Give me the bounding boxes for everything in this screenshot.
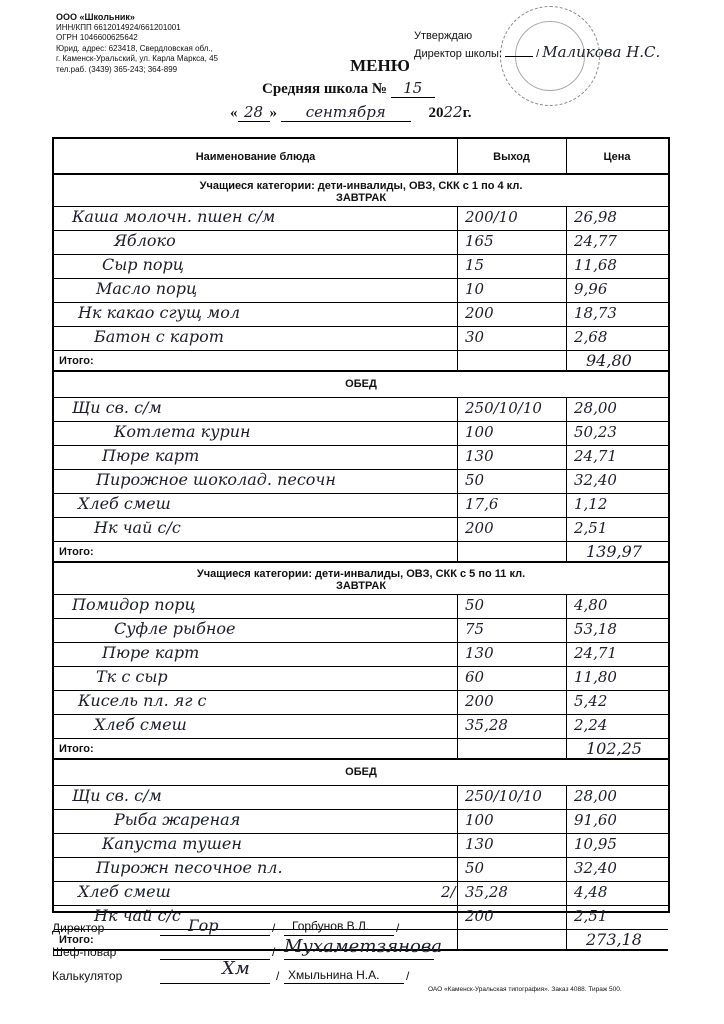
date-year-suffix: 22 [443,103,463,121]
dish-price: 28,00 [574,399,617,417]
dish-name: Пирожное шоколад. песочн [96,470,336,489]
dish-price: 24,71 [574,644,617,662]
dish-price: 18,73 [574,304,617,322]
dish-output: 100 [465,423,494,441]
calculator-signature: Хм [222,958,250,979]
dish-output: 200 [465,907,494,925]
column-header-name: Наименование блюда [195,151,316,163]
dish-output: 100 [465,811,494,829]
dish-price: 26,98 [574,208,617,226]
dish-price: 11,68 [574,256,617,274]
dish-price: 4,48 [574,883,608,901]
dish-price: 50,23 [574,423,617,441]
dish-output: 30 [465,328,485,346]
dish-price: 2,51 [574,519,608,537]
dish-name: Тк с сыр [96,667,168,686]
dish-name: Сыр порц [102,255,184,274]
approve-label: Утверждаю [414,30,473,42]
dish-price: 32,40 [574,471,617,489]
dish-price: 2,24 [574,716,608,734]
dish-output: 130 [465,447,494,465]
org-phone: тел.раб. (3439) 365-243; 364-899 [56,64,178,74]
dish-output: 250/10/10 [465,787,542,805]
dish-name: Нк чай с/с [94,906,181,925]
category-heading-2: Учащиеся категории: дети-инвалиды, ОВЗ, СКК с 5 по 11 кл. [196,568,526,580]
dish-name: Масло порц [96,279,198,298]
dish-name: Пирожн песочное пл. [96,858,283,877]
total-label: Итого: [59,934,94,946]
dish-output: 130 [465,835,494,853]
dish-price: 24,77 [574,232,617,250]
column-header-output: Выход [493,151,530,163]
dish-name: Хлеб смеш [94,715,187,734]
dish-name: Хлеб смеш [78,882,171,901]
category-heading-1: Учащиеся категории: дети-инвалиды, ОВЗ, СКК с 1 по 4 кл. [199,180,523,192]
menu-date: « 28 » сентября 2022г. [230,103,472,121]
dish-name: Щи св. с/м [72,398,162,417]
date-month: сентября [281,103,411,122]
page-title: МЕНЮ [350,56,410,75]
dish-name: Щи св. с/м [72,786,162,805]
dish-output: 35,28 [465,883,508,901]
chef-signature: Мухаметзянова [284,936,443,957]
chef-label: Шеф-повар [52,945,117,959]
printer-footer: ОАО «Каменск-Уральская типография». Заказ 4088. Тираж 500. [428,986,622,993]
total-label: Итого: [59,546,94,558]
dish-output: 75 [465,620,485,638]
meal-heading: ОБЕД [345,378,377,390]
school-label: Средняя школа № [262,81,387,97]
dish-output: 200/10 [465,208,518,226]
director-school-signature: Маликова Н.С. [542,43,661,61]
dish-price: 28,00 [574,787,617,805]
director-signature: Гор [188,916,219,935]
dish-name: Хлеб смеш [78,494,171,513]
total-label: Итого: [59,355,94,367]
dish-price: 9,96 [574,280,608,298]
dish-price: 32,40 [574,859,617,877]
org-address-line-2: г. Каменск-Уральский, ул. Карла Маркса, 45 [56,54,218,63]
meal-heading: ОБЕД [345,766,377,778]
school-number: 15 [391,79,435,98]
date-day: 28 [238,103,270,122]
dish-name: Помидор порц [72,595,196,614]
dish-name: Батон с карот [94,327,224,346]
dish-name: Нк чай с/с [94,518,181,537]
dish-name: Яблоко [114,231,176,250]
total-value: 94,80 [586,351,632,370]
meal-heading: ЗАВТРАК [335,192,387,204]
organization-info [56,12,218,75]
dish-output: 50 [465,471,485,489]
total-value: 273,18 [586,930,642,949]
dish-price: 2,51 [574,907,608,925]
org-address-line-1: Юрид. адрес: 623418, Свердловская обл., [56,43,213,53]
column-header-price: Цена [603,151,631,163]
dish-name: Рыба жареная [114,810,241,829]
dish-name: Капуста тушен [102,834,242,853]
dish-name: Пюре карт [102,446,200,465]
dish-name: Суфле рыбное [114,619,236,638]
calculator-label: Калькулятор [52,969,123,983]
dish-mark: 2/ [441,883,456,901]
dish-output: 130 [465,644,494,662]
dish-output: 50 [465,859,485,877]
dish-output: 50 [465,596,485,614]
dish-output: 200 [465,519,494,537]
total-value: 139,97 [586,542,642,561]
dish-output: 165 [465,232,494,250]
dish-output: 200 [465,304,494,322]
dish-output: 250/10/10 [465,399,542,417]
director-label: Директор [52,921,105,935]
director-school-label: Директор школы: [414,48,502,60]
dish-price: 10,95 [574,835,617,853]
dish-price: 4,80 [574,596,608,614]
date-year-label: г. [462,105,472,121]
dish-price: 91,60 [574,811,617,829]
total-label: Итого: [59,743,94,755]
dish-price: 53,18 [574,620,617,638]
dish-name: Пюре карт [102,643,200,662]
dish-output: 200 [465,692,494,710]
dish-output: 35,28 [465,716,508,734]
meal-heading: ЗАВТРАК [335,580,387,592]
dish-name: Каша молочн. пшен с/м [72,207,276,226]
dish-output: 15 [465,256,485,274]
dish-name: Нк какао сгущ мол [78,303,241,322]
date-year-prefix: 20 [428,105,444,121]
approval-block: Утверждаю Директор школы: / Маликова Н.С. [414,30,661,61]
total-value: 102,25 [586,739,642,758]
dish-price: 1,12 [574,495,608,513]
signatures-block: Директор Гор / Горбунов В.Л. / Шеф-повар / Мухаметзянова Калькулятор Хм / Хмыльнина Н.А. / [52,916,443,983]
dish-output: 17,6 [465,495,499,513]
dish-name: Котлета курин [114,422,251,441]
calculator-name: Хмыльнина Н.А. [288,968,380,982]
dish-price: 24,71 [574,447,617,465]
school-line [262,79,435,98]
director-name: Горбунов В.Л. [292,919,370,933]
org-inn: ИНН/КПП 6612014924/661201001 [56,22,181,32]
dish-price: 11,80 [574,668,617,686]
org-ogrn: ОГРН 1046600625642 [56,33,138,42]
dish-price: 5,42 [574,692,608,710]
dish-name: Кисель пл. яг с [78,691,207,710]
dish-output: 10 [465,280,485,298]
org-name: ООО «Школьник» [56,12,135,22]
dish-price: 2,68 [574,328,608,346]
dish-output: 60 [465,668,485,686]
